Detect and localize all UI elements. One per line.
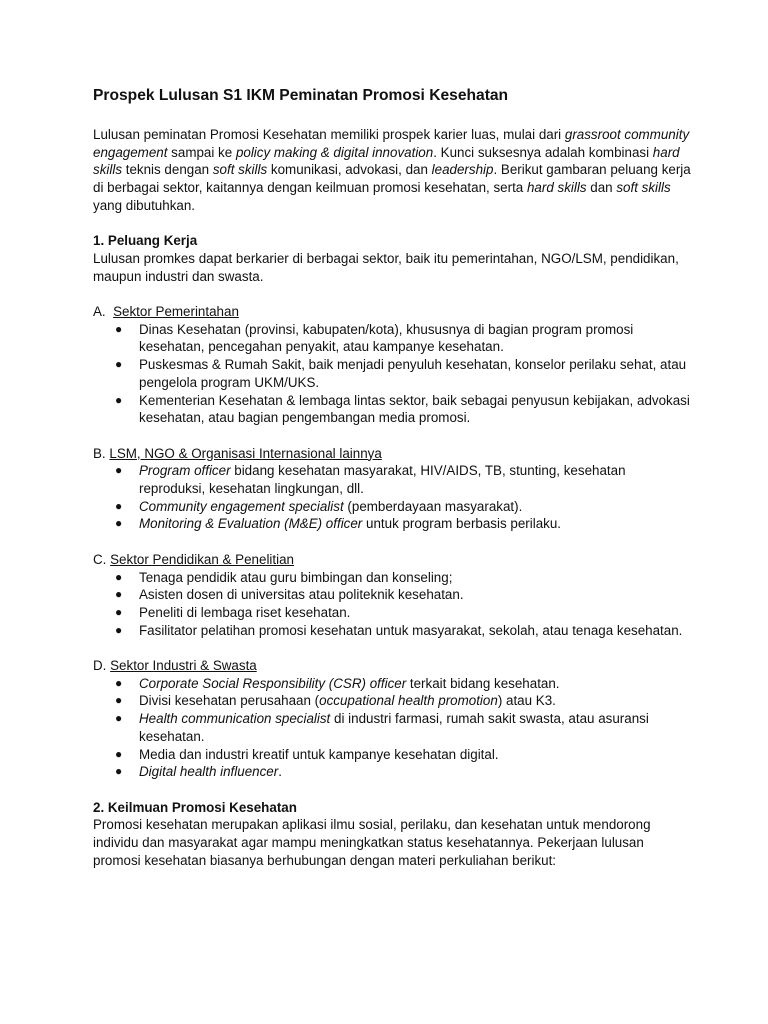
italic-text: Monitoring & Evaluation (M&E) officer (139, 516, 363, 532)
list-item (115, 604, 693, 622)
italic-text: soft skills (616, 180, 671, 196)
text-segment: Tenaga pendidik atau guru bimbingan dan konseling; (139, 569, 453, 585)
bullet-icon: ● (115, 746, 123, 761)
document-content (93, 86, 693, 869)
sector-letter: A. (93, 304, 114, 319)
sector-title: LSM, NGO & Organisasi Internasional lainnya (109, 445, 382, 461)
list-item (115, 746, 693, 764)
text-segment: teknis dengan (122, 162, 213, 178)
text-segment: terkait bidang kesehatan. (406, 675, 560, 691)
text-segment: . (278, 764, 282, 780)
bullet-icon: ● (115, 764, 123, 779)
text-segment: Peneliti di lembaga riset kesehatan. (139, 604, 351, 620)
bullet-icon: ● (115, 604, 123, 619)
italic-text: Health communication specialist (139, 711, 331, 727)
italic-text: Corporate Social Responsibility (CSR) officer (139, 675, 407, 691)
text-segment: Asisten dosen di universitas atau politeknik kesehatan. (139, 587, 464, 603)
text-segment: (pemberdayaan masyarakat). (343, 498, 523, 514)
sector-title: Sektor Pemerintahan (113, 304, 239, 319)
list-item (115, 586, 693, 604)
text-segment: Kementerian Kesehatan & lembaga lintas sektor, baik sebagai penyusun kebijakan, advokasi kesehatan, atau bagian pengembangan media promosi. (139, 392, 690, 426)
list-item (115, 498, 693, 516)
list-item (115, 321, 693, 356)
list-item (115, 692, 693, 710)
text-segment: dan (586, 180, 617, 196)
sector-list (93, 303, 693, 799)
italic-text: Digital health influencer (139, 764, 279, 780)
sector-letter: D. (93, 658, 111, 674)
bullet-icon: ● (115, 357, 123, 372)
sector-item-list (93, 321, 693, 427)
text-segment: Lulusan peminatan Promosi Kesehatan memiliki prospek karier luas, mulai dari (93, 127, 565, 142)
text-segment: Puskesmas & Rumah Sakit, baik menjadi penyuluh kesehatan, konselor perilaku sehat, atau pengelola program UKM/UKS. (139, 357, 687, 390)
sector-heading (93, 551, 693, 569)
list-item (115, 569, 693, 587)
text-segment: di industri farmasi, rumah sakit swasta, atau asuransi kesehatan. (139, 711, 649, 744)
intro-paragraph (93, 126, 693, 215)
bullet-icon: ● (115, 711, 123, 726)
sector-heading (93, 303, 693, 321)
text-segment: yang dibutuhkan. (93, 197, 195, 213)
italic-text: Community engagement specialist (139, 498, 344, 514)
sector-title: Sektor Industri & Swasta (110, 658, 257, 674)
list-item (115, 622, 693, 640)
text-segment: Fasilitator pelatihan promosi kesehatan untuk masyarakat, sekolah, atau tenaga kesehatan. (139, 622, 683, 638)
bullet-icon: ● (115, 498, 123, 513)
sector-title: Sektor Pendidikan & Penelitian (110, 551, 294, 567)
list-item (115, 392, 693, 427)
bullet-icon: ● (115, 463, 123, 478)
sector-heading (93, 657, 693, 675)
sector-letter: C. (93, 551, 111, 567)
italic-text: Program officer (139, 463, 231, 479)
sector-heading (93, 445, 693, 463)
italic-text: hard skills (526, 180, 587, 196)
section-1-heading: 1. Peluang Kerja (93, 233, 198, 249)
bullet-icon: ● (115, 675, 123, 690)
section-2-heading: 2. Keilmuan Promosi Kesehatan (93, 799, 297, 815)
list-item (115, 462, 693, 497)
list-item (115, 710, 693, 745)
italic-text: hard skills (93, 144, 680, 178)
italic-text: grassroot community engagement (93, 127, 690, 160)
sector-item-list (93, 569, 693, 640)
bullet-icon: ● (115, 392, 123, 407)
bullet-icon: ● (115, 622, 123, 637)
sector-item-list (93, 675, 693, 781)
sector-item-list (93, 462, 693, 533)
text-segment: Divisi kesehatan perusahaan ( (139, 693, 320, 709)
page-title: Prospek Lulusan S1 IKM Peminatan Promosi Kesehatan (93, 87, 509, 104)
text-segment: . Berikut gambaran peluang kerja di berbagai sektor, kaitannya dengan keilmuan promosi kesehatan, serta (93, 162, 691, 196)
text-segment: sampai ke (167, 144, 236, 160)
text-segment: ) atau K3. (497, 693, 556, 709)
text-segment: Dinas Kesehatan (provinsi, kabupaten/kota), khususnya di bagian program promosi kesehatan, pencegahan penyakit, atau kampanye kesehatan. (139, 321, 634, 355)
section-1-text: Lulusan promkes dapat berkarier di berbagai sektor, baik itu pemerintahan, NGO/LSM, pendidikan, maupun industri dan swasta. (93, 250, 679, 284)
text-segment: komunikasi, advokasi, dan (267, 162, 432, 178)
italic-text: policy making & digital innovation (235, 144, 434, 160)
italic-text: leadership (431, 162, 494, 178)
bullet-icon: ● (115, 693, 123, 708)
text-segment: . Kunci suksesnya adalah kombinasi (433, 144, 653, 160)
list-item (115, 356, 693, 391)
bullet-icon: ● (115, 516, 123, 531)
list-item (115, 763, 693, 781)
sector-letter: B. (93, 445, 110, 461)
section-2-text: Promosi kesehatan merupakan aplikasi ilmu sosial, perilaku, dan kesehatan untuk mendorong individu dan masyarakat agar mampu meningkatkan status kesehatannya. Pekerjaan lulusan promosi kesehatan biasanya berhubungan dengan materi perkuliahan berikut: (93, 817, 651, 868)
bullet-icon: ● (115, 587, 123, 602)
text-segment: bidang kesehatan masyarakat, HIV/AIDS, TB, stunting, kesehatan reproduksi, kesehatan lingkungan, dll. (139, 463, 626, 497)
italic-text: soft skills (212, 162, 268, 178)
text-segment: untuk program berbasis perilaku. (362, 516, 562, 532)
bullet-icon: ● (115, 321, 123, 336)
italic-text: occupational health promotion (319, 693, 498, 709)
list-item (115, 675, 693, 693)
bullet-icon: ● (115, 569, 123, 584)
list-item (115, 515, 693, 533)
text-segment: Media dan industri kreatif untuk kampanye kesehatan digital. (139, 746, 499, 762)
